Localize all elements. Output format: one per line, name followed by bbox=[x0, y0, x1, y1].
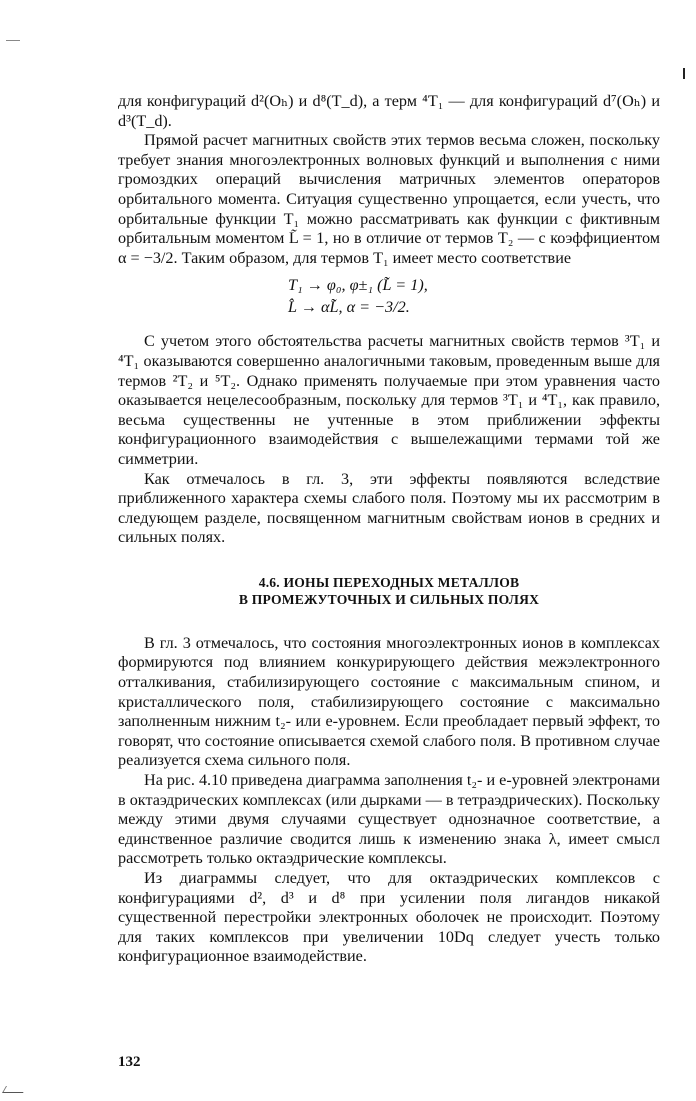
section-heading bbox=[118, 574, 660, 608]
paragraph: В гл. 3 отмечалось, что состояния многоэлектронных ионов в комплексах формируются под влиянием конкурирующего действия межэлектронного отталкивания, стабилизирующего состояние с максимальным спином, и кристаллического поля, стабилизирующего состояние с максимально заполненным нижним t₂- или e-уровнем. Если преобладает первый эффект, то говорят, что состояние описывается схемой слабого поля. В противном случае реализуется схема сильного поля. bbox=[118, 633, 660, 770]
equation-line: T₁ → φ₀, φ±₁ (L̃ = 1), bbox=[288, 276, 428, 295]
scan-mark bbox=[6, 40, 20, 41]
paragraph: Как отмечалось в гл. 3, эти эффекты появляются вследствие приближенного характера схемы слабого поля. Поэтому мы их рассмотрим в следующем разделе, посвященном магнитным свойствам ионов в средних и сильных полях. bbox=[118, 469, 660, 547]
page-number: 132 bbox=[118, 1054, 141, 1070]
paragraph: Прямой расчет магнитных свойств этих термов весьма сложен, поскольку требует знания многоэлектронных волновых функций и выполнения с ними громоздких операций вычисления матричных элементов операторов орбитального момента. Ситуация существенно упрощается, если учесть, что орбитальные функции T₁ можно рассматривать как функции с фиктивным орбитальным моментом L̃ = 1, но в отличие от термов T₂ — с коэффициентом α = −3/2. Таким образом, для термов T₁ имеет место соответствие bbox=[118, 131, 660, 267]
paragraph: С учетом этого обстоятельства расчеты магнитных свойств термов ³T₁ и ⁴T₁ оказываются совершенно аналогичными таковым, проведенным выше для термов ²T₂ и ⁵T₂. Однако применять получаемые при этом уравнения часто оказывается нецелесообразным, поскольку для термов ³T₁ и ⁴T₁, как правило, весьма существенны не учтенные в этом приближении эффекты конфигурационного взаимодействия с вышележащими термами той же симметрии. bbox=[118, 332, 660, 468]
section-heading-line: В ПРОМЕЖУТОЧНЫХ И СИЛЬНЫХ ПОЛЯХ bbox=[238, 591, 540, 607]
paragraph: Из диаграммы следует, что для октаэдрических комплексов с конфигурациями d², d³ и d⁸ при усилении поля лигандов никакой существенной перестройки электронных оболочек не происходит. Поэтому для таких комплексов при увеличении 10Dq следует учесть только конфигурационное взаимодействие. bbox=[118, 869, 660, 966]
equation-block bbox=[288, 274, 660, 318]
margin-mark bbox=[683, 68, 685, 79]
equation-line: L̂ → αL̃, α = −3/2. bbox=[288, 298, 410, 317]
paragraph: На рис. 4.10 приведена диаграмма заполнения t₂- и e-уровней электронами в октаэдрических комплексах (или дырками — в тетраэдрических). Поскольку между этими двумя случаями существует однозначное соответствие, а единственное различие сводится лишь к изменению знака λ, имеет смысл рассмотреть только октаэдрические комплексы. bbox=[118, 771, 660, 868]
paragraph: для конфигураций d²(Oₕ) и d⁸(T_d), а терм ⁴T₁ — для конфигураций d⁷(Oₕ) и d³(T_d). bbox=[118, 92, 660, 130]
scan-mark bbox=[2, 1086, 27, 1093]
section-heading-line: 4.6. ИОНЫ ПЕРЕХОДНЫХ МЕТАЛЛОВ bbox=[258, 574, 520, 590]
page-body bbox=[118, 92, 660, 967]
